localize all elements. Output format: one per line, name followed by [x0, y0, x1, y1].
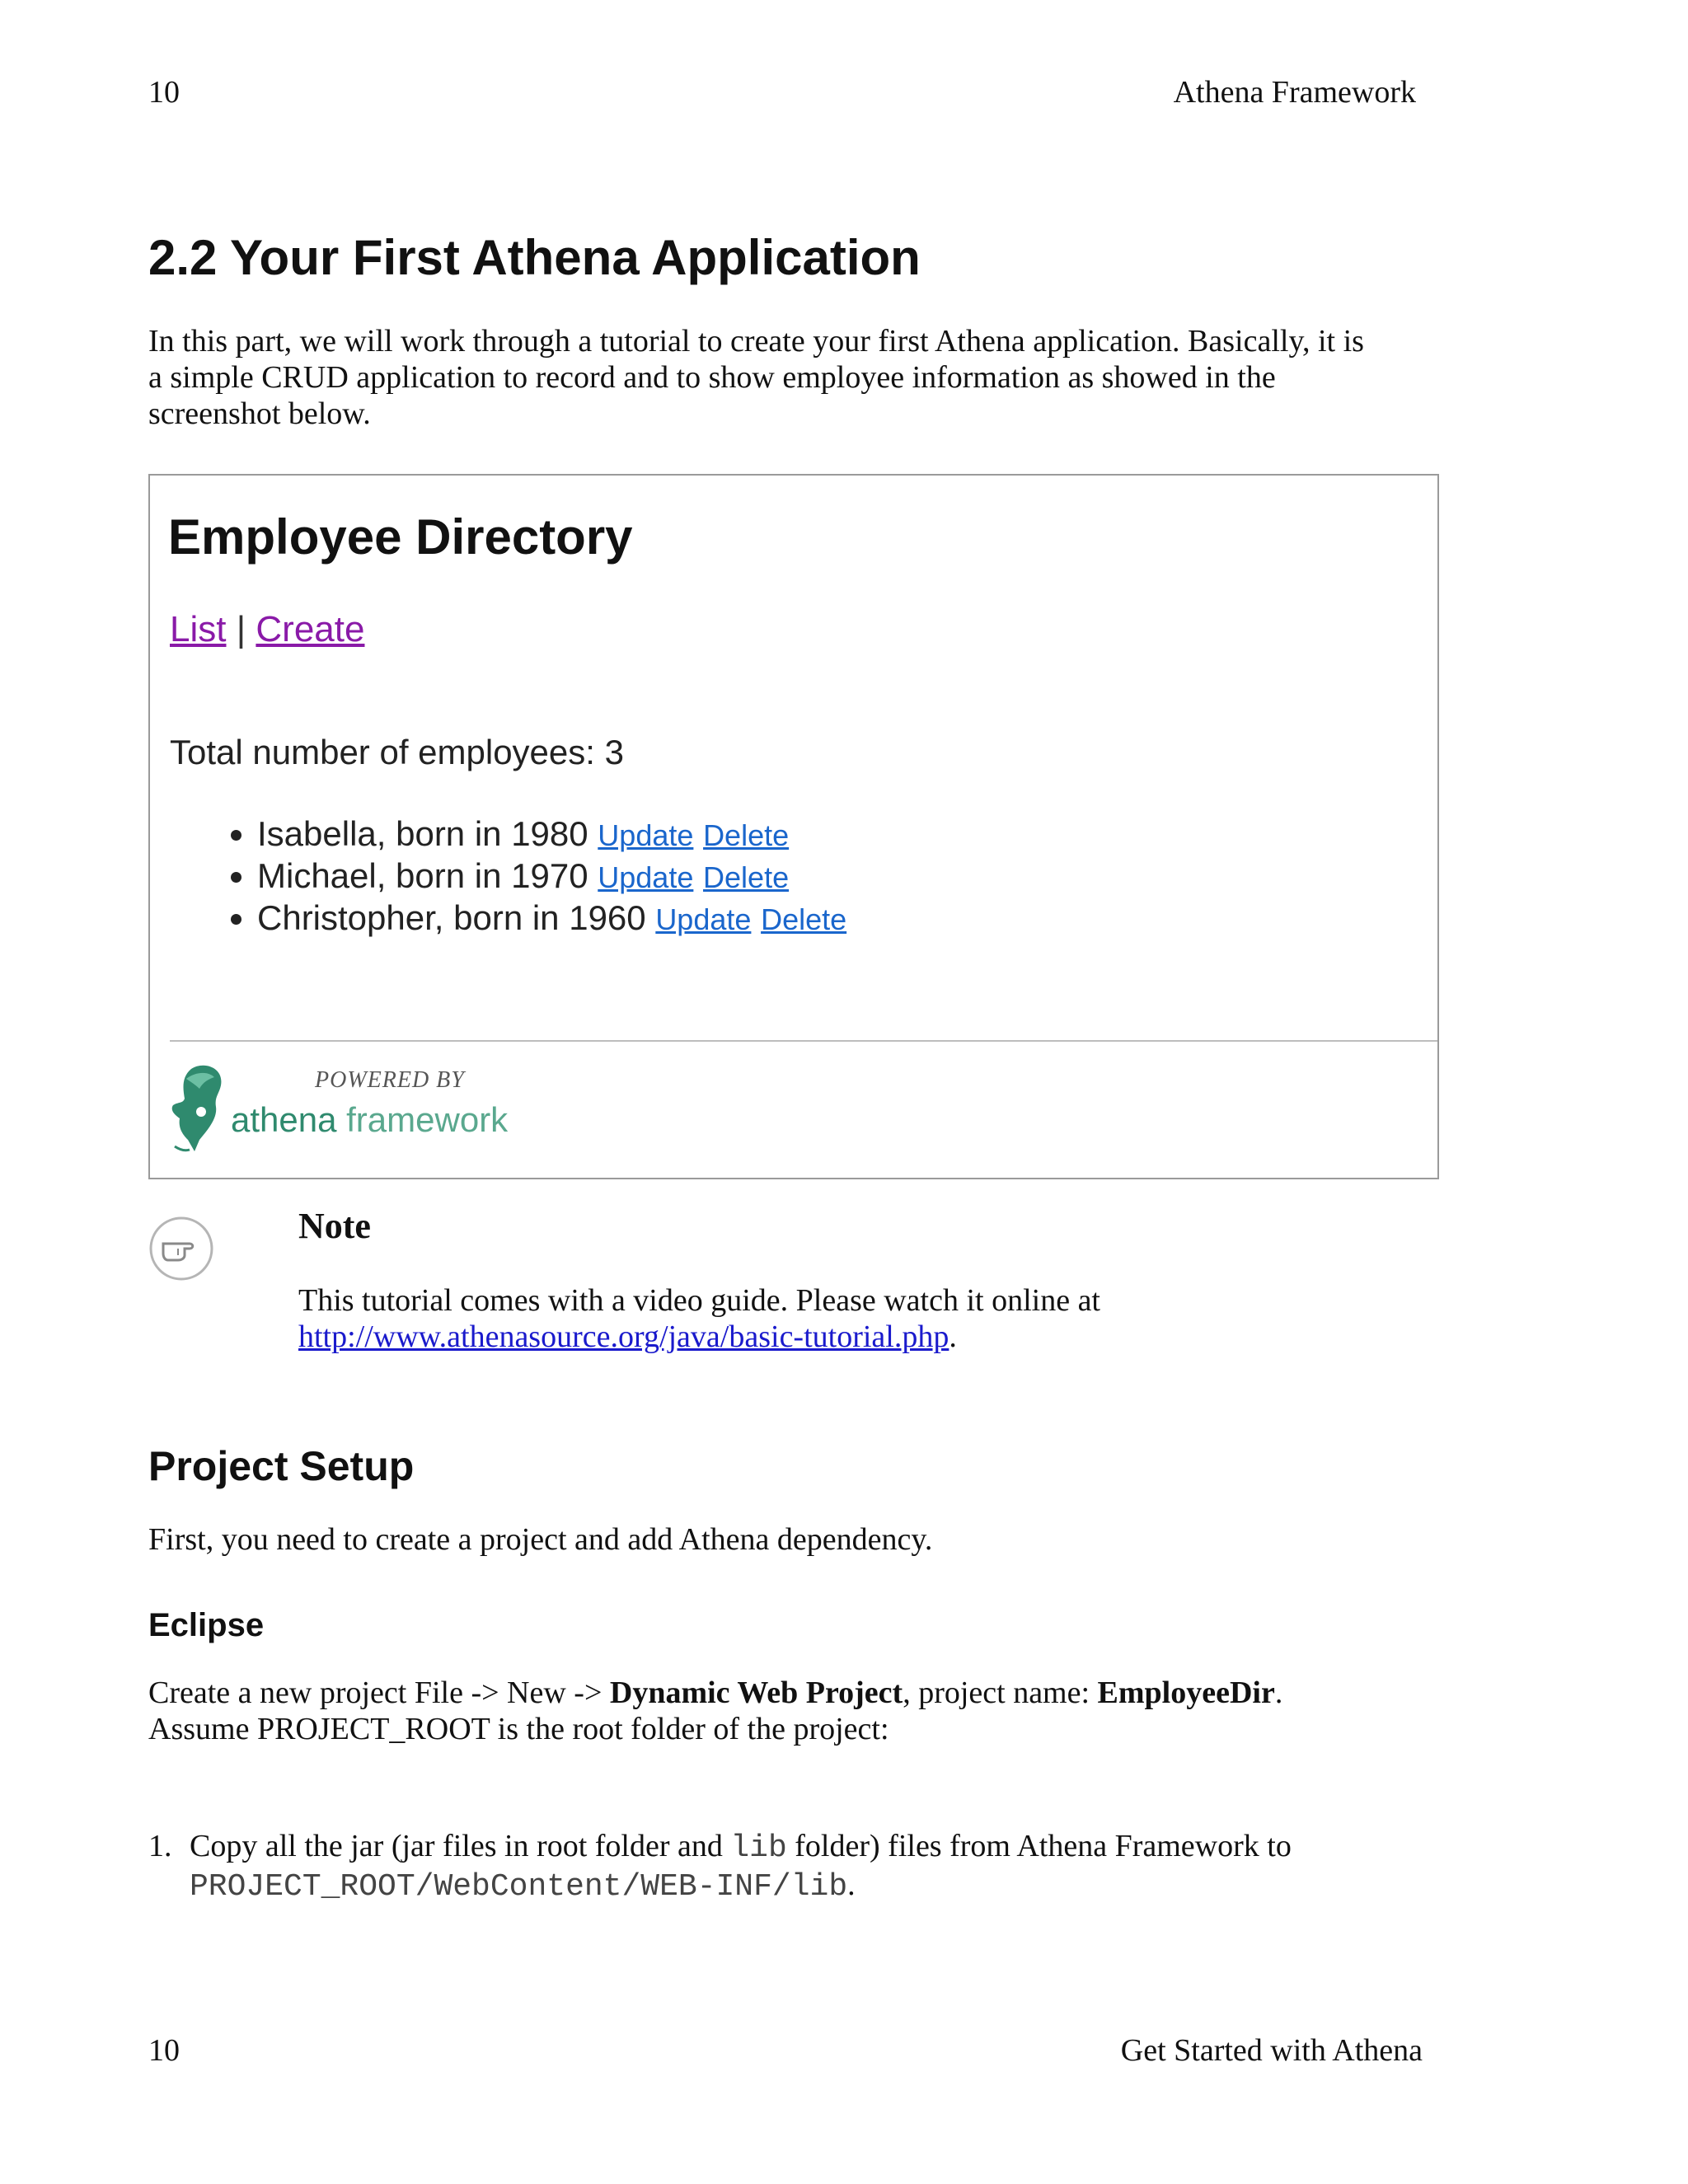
note-line: This tutorial comes with a video guide. Please watch it online at: [298, 1283, 1100, 1318]
list-item: [257, 813, 846, 855]
update-link[interactable]: Update: [655, 902, 752, 936]
project-setup-heading: Project Setup: [148, 1443, 415, 1489]
list-item: [257, 898, 846, 940]
list-link[interactable]: List: [170, 609, 227, 649]
intro-paragraph: [148, 323, 1442, 432]
intro-line: In this part, we will work through a tutorial to create your first Athena application. Basically, it is: [148, 324, 1364, 359]
athena-helmet-icon: [166, 1061, 232, 1160]
nav-separator: |: [236, 609, 246, 649]
step-line-2: [190, 1867, 1426, 1905]
note-link-line: [298, 1319, 1370, 1355]
powered-by-text: POWERED BY: [315, 1067, 465, 1093]
eclipse-line-2: Assume PROJECT_ROOT is the root folder of the project:: [148, 1712, 889, 1746]
wordmark-athena: athena: [231, 1100, 337, 1139]
update-link[interactable]: Update: [598, 818, 694, 852]
step-line-1: [190, 1828, 1426, 1867]
step-body: [190, 1828, 1426, 1905]
footer-divider: [170, 1040, 1437, 1042]
athena-logo: [166, 1052, 513, 1168]
wordmark-framework: framework: [346, 1100, 509, 1139]
eclipse-bold-text: Dynamic Web Project: [609, 1675, 903, 1710]
note-period: .: [949, 1319, 957, 1354]
employee-text: Isabella, born in 1980: [257, 814, 588, 853]
header-running-title: Athena Framework: [1173, 75, 1416, 110]
total-employees: Total number of employees: 3: [170, 733, 624, 771]
intro-line: a simple CRUD application to record and to show employee information as showed in the: [148, 360, 1276, 395]
athena-framework-wordmark: [231, 1100, 508, 1140]
footer-page-number: 10: [148, 2033, 180, 2068]
eclipse-heading: Eclipse: [148, 1607, 265, 1643]
tutorial-link[interactable]: http://www.athenasource.org/java/basic-tutorial.php: [298, 1319, 950, 1354]
step-text: .: [847, 1868, 856, 1902]
section-title: 2.2 Your First Athena Application: [148, 230, 921, 285]
create-link[interactable]: Create: [256, 609, 365, 649]
step-number: 1.: [148, 1829, 172, 1863]
employee-text: Christopher, born in 1960: [257, 898, 646, 937]
eclipse-bold-text: EmployeeDir: [1097, 1675, 1275, 1710]
delete-link[interactable]: Delete: [703, 860, 790, 894]
step-text: folder) files from Athena Framework to: [786, 1829, 1292, 1863]
eclipse-text: Create a new project File -> New ->: [148, 1675, 610, 1710]
list-item: [257, 855, 846, 898]
note-text: [298, 1282, 1370, 1355]
footer-chapter: Get Started with Athena: [1120, 2033, 1423, 2068]
note-title: Note: [298, 1206, 371, 1246]
eclipse-paragraph: [148, 1675, 1442, 1747]
code-path: PROJECT_ROOT/WebContent/WEB-INF/lib: [190, 1869, 848, 1905]
code-text: lib: [730, 1830, 787, 1866]
pointing-hand-icon: [148, 1216, 214, 1282]
step-text: Copy all the jar (jar files in root folder and: [190, 1829, 731, 1863]
eclipse-text: .: [1274, 1675, 1283, 1710]
update-link[interactable]: Update: [598, 860, 694, 894]
employee-directory-screenshot: [148, 474, 1439, 1179]
project-setup-text: First, you need to create a project and add Athena dependency.: [148, 1522, 933, 1557]
employee-list: [199, 813, 846, 940]
intro-line: screenshot below.: [148, 396, 371, 431]
delete-link[interactable]: Delete: [703, 818, 790, 852]
eclipse-line-1: [148, 1675, 1442, 1711]
screenshot-title: Employee Directory: [168, 509, 633, 565]
header-page-number: 10: [148, 75, 180, 110]
screenshot-nav: [170, 609, 364, 650]
eclipse-text: , project name:: [903, 1675, 1098, 1710]
employee-text: Michael, born in 1970: [257, 856, 588, 895]
delete-link[interactable]: Delete: [761, 902, 847, 936]
